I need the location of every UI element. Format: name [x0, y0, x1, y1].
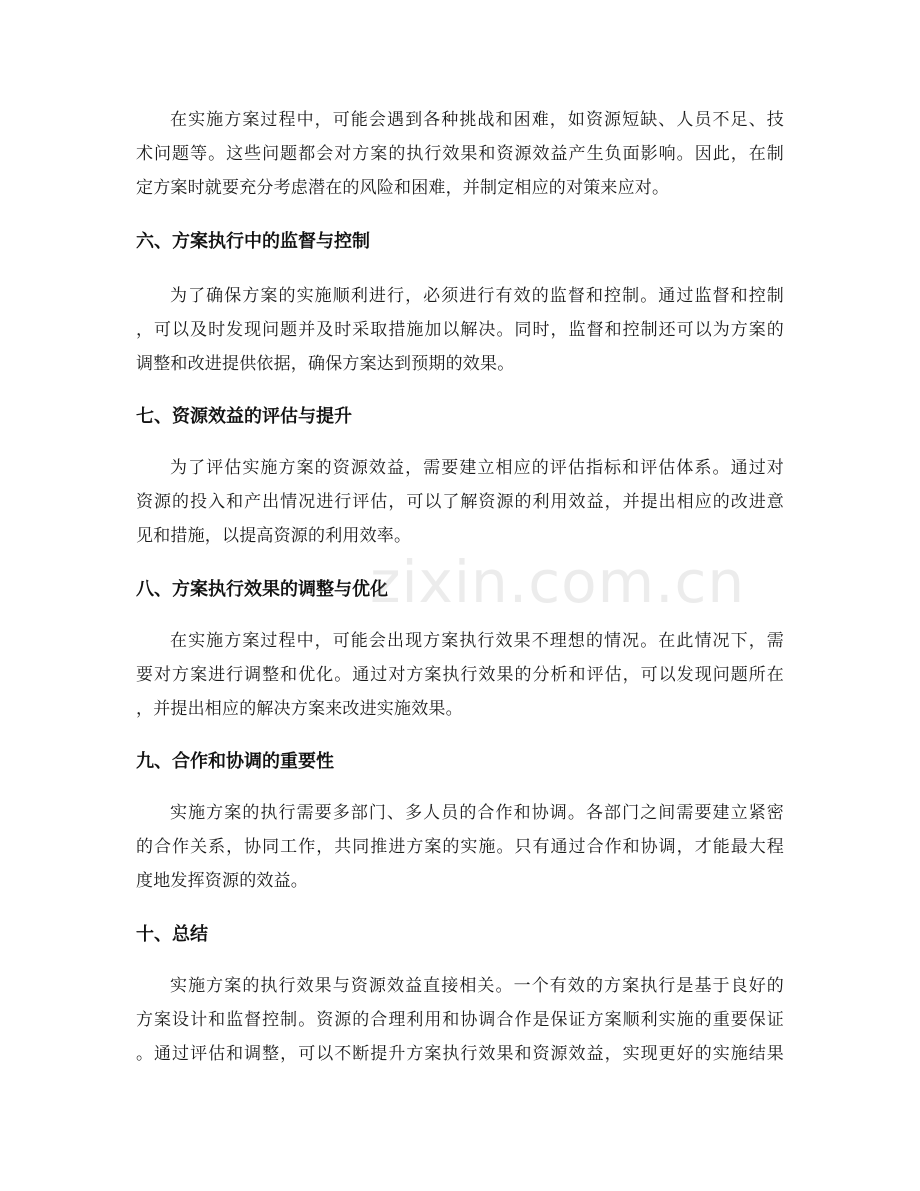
paragraph-line: 术问题等。这些问题都会对方案的执行效果和资源效益产生负面影响。因此，在制	[136, 144, 784, 164]
watermark-text: zixin.com.cn	[370, 548, 746, 616]
section-heading: 九、合作和协调的重要性	[136, 751, 334, 772]
paragraph-line: 资源的投入和产出情况进行评估，可以了解资源的利用效益，并提出相应的改进意	[136, 492, 784, 512]
paragraph-line: 为了评估实施方案的资源效益，需要建立相应的评估指标和评估体系。通过对	[170, 458, 784, 478]
paragraph-line: 在实施方案过程中，可能会遇到各种挑战和困难，如资源短缺、人员不足、技	[170, 110, 784, 130]
paragraph-line: 为了确保方案的实施顺利进行，必须进行有效的监督和控制。通过监督和控制	[170, 286, 784, 306]
section-heading: 八、方案执行效果的调整与优化	[136, 579, 388, 600]
paragraph-line: 定方案时就要充分考虑潜在的风险和困难，并制定相应的对策来应对。	[136, 178, 670, 198]
paragraph-line: ，可以及时发现问题并及时采取措施加以解决。同时，监督和控制还可以为方案的	[136, 320, 784, 340]
paragraph-line: 度地发挥资源的效益。	[136, 871, 308, 891]
paragraph-line: 实施方案的执行需要多部门、多人员的合作和协调。各部门之间需要建立紧密	[170, 803, 784, 823]
paragraph-line: 。通过评估和调整，可以不断提升方案执行效果和资源效益，实现更好的实施结果	[136, 1044, 784, 1064]
paragraph-line: 要对方案进行调整和优化。通过对方案执行效果的分析和评估，可以发现问题所在	[136, 665, 784, 685]
paragraph-line: 在实施方案过程中，可能会出现方案执行效果不理想的情况。在此情况下，需	[170, 631, 784, 651]
paragraph-line: 实施方案的执行效果与资源效益直接相关。一个有效的方案执行是基于良好的	[170, 976, 784, 996]
section-heading: 十、总结	[136, 924, 208, 945]
section-heading: 七、资源效益的评估与提升	[136, 406, 352, 427]
paragraph-line: 调整和改进提供依据，确保方案达到预期的效果。	[136, 354, 515, 374]
paragraph-line: 见和措施，以提高资源的利用效率。	[136, 526, 412, 546]
paragraph-line: ，并提出相应的解决方案来改进实施效果。	[136, 699, 463, 719]
paragraph-line: 方案设计和监督控制。资源的合理利用和协调合作是保证方案顺利实施的重要保证	[136, 1010, 784, 1030]
paragraph-line: 的合作关系，协同工作，共同推进方案的实施。只有通过合作和协调，才能最大程	[136, 837, 784, 857]
section-heading: 六、方案执行中的监督与控制	[136, 231, 370, 252]
